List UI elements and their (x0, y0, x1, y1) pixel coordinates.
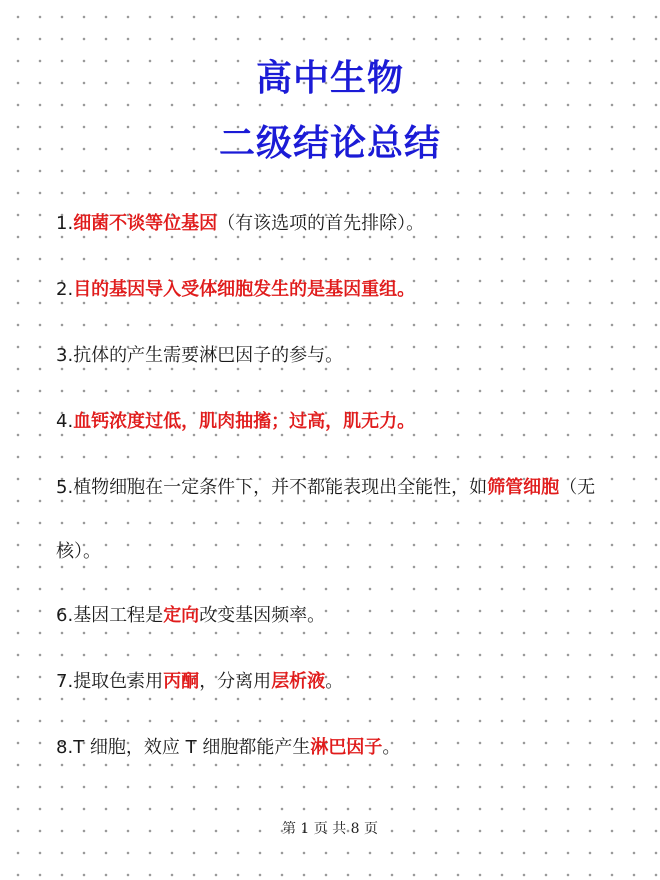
item-text: 抗体的产生需要淋巴因子的参与。 (73, 345, 344, 366)
item-number: 8. (56, 737, 74, 758)
item-highlight: 丙酮 (163, 671, 200, 692)
list-item-1 (56, 212, 616, 236)
list-item-5-continued (56, 540, 616, 564)
item-highlight: 目的基因导入受体细胞发生的是基因重组。 (73, 279, 416, 300)
item-text-tail: 改变基因频率。 (199, 605, 326, 626)
list-item-3 (56, 344, 616, 368)
page-footer: 第 1 页 共 8 页 (281, 821, 379, 837)
list-item-4 (56, 410, 616, 434)
item-number: 6. (56, 605, 74, 626)
item-number: 5. (56, 477, 74, 498)
item-number: 2. (56, 279, 74, 300)
list-item-7 (56, 670, 616, 694)
item-number: 3. (56, 345, 74, 366)
item-highlight: 细菌不谈等位基因 (73, 213, 218, 234)
item-highlight: 血钙浓度过低，肌肉抽搐；过高，肌无力。 (73, 411, 416, 432)
item-text-tail: （无 (559, 477, 596, 498)
item-highlight: 定向 (163, 605, 200, 626)
item-text: 核）。 (56, 541, 101, 562)
item-text: 提取色素用 (73, 671, 164, 692)
item-highlight: 筛管细胞 (487, 477, 560, 498)
list-item-6 (56, 604, 616, 628)
list-item-5 (56, 476, 616, 500)
item-text: T 细胞，效应 T 细胞都能产生 (73, 737, 311, 758)
item-text-mid: ，分离用 (199, 671, 272, 692)
item-text-tail: 。 (382, 737, 401, 758)
item-text: 植物细胞在一定条件下，并不都能表现出全能性，如 (73, 477, 488, 498)
item-number: 1. (56, 213, 74, 234)
item-highlight-2: 层析液 (271, 671, 326, 692)
page-subtitle: 二级结论总结 (218, 123, 441, 164)
item-text: 基因工程是 (73, 605, 164, 626)
list-item-2 (56, 278, 616, 302)
item-text-tail: 。 (325, 671, 344, 692)
item-number: 4. (56, 411, 74, 432)
page-title: 高中生物 (255, 58, 404, 99)
item-number: 7. (56, 671, 74, 692)
item-text: （有该选项的首先排除）。 (217, 213, 425, 234)
item-highlight: 淋巴因子 (310, 737, 383, 758)
list-item-8 (56, 736, 616, 760)
